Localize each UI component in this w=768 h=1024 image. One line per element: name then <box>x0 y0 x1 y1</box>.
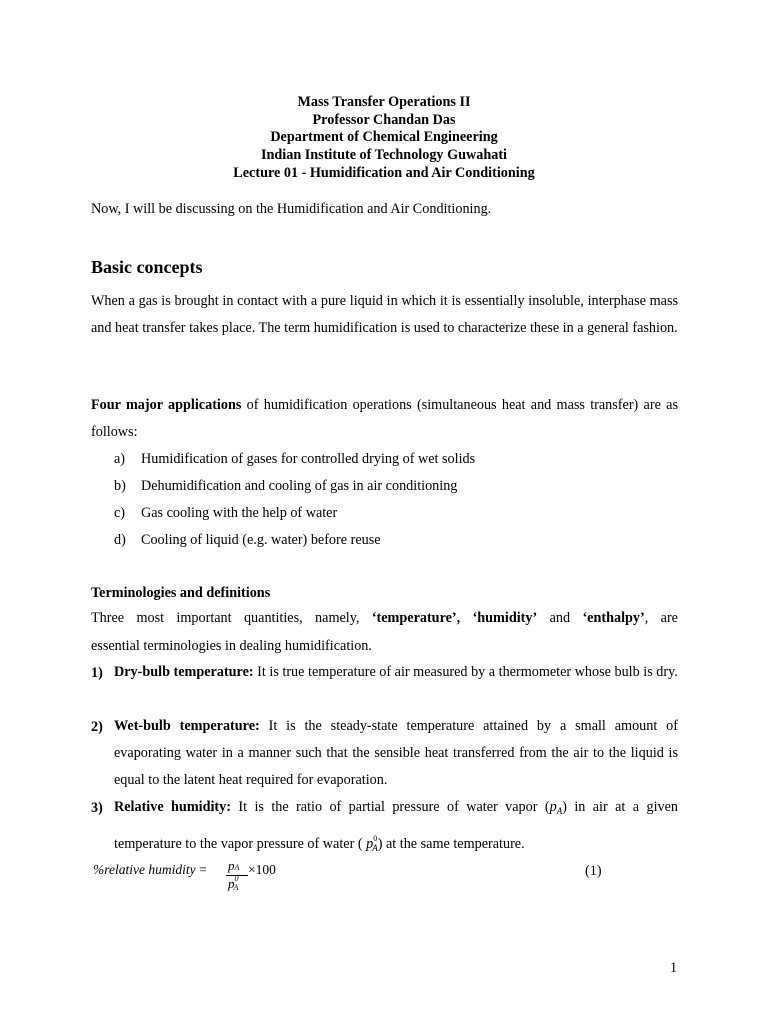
applications-lead-rest: of humidification operations (simultaneous heat and mass transfer) are as follows: <box>91 397 678 440</box>
section-heading-terminologies: Terminologies and definitions <box>91 585 271 601</box>
list-item: b) Dehumidification and cooling of gas in air conditioning <box>114 478 458 494</box>
department: Department of Chemical Engineering <box>270 129 498 146</box>
definition-dry-bulb: Dry-bulb temperature: It is true temperature of air measured by a thermometer whose bulb is dry. <box>114 664 678 680</box>
definition-wet-bulb: Wet-bulb temperature: It is the steady-state temperature attained by a small amount of evaporating water in a manner such that the sensible heat transferred from the air to the liquid is equal to the latent heat required for evaporation. <box>114 718 678 788</box>
definition-number: 3) <box>91 800 103 816</box>
list-item: a) Humidification of gases for controlled drying of wet solids <box>114 451 476 467</box>
section-heading-basic-concepts: Basic concepts <box>91 257 203 277</box>
equation-number: (1) <box>585 863 602 879</box>
lecture-title: Lecture 01 - Humidification and Air Conditioning <box>233 164 535 181</box>
applications-lead: Four major applications <box>91 397 242 413</box>
terminology-line-2: essential terminologies in dealing humidification. <box>91 638 372 654</box>
equation-multiplier: ×100 <box>248 862 276 877</box>
document-page: Mass Transfer Operations II Professor Chandan Das Department of Chemical Engineering Indian Institute of Technology Guwahati Lecture 01 - Humidification and Air Conditioning Now, I will be discussing on the Humidification and Air Conditioning. Basic concepts When a gas is brought in contact with a pure liquid in which it is essentially insoluble, interphase mass and heat transfer takes place. The term humidification is used to characterize these in a general fashion. Four major applications of humidification operations (simultaneous heat and mass transfer) are as follows: a) Humidification of gases for controlled drying of wet solids b) Dehumidification and cooling of gas in air conditioning c) Gas cooling with the help of water d) Cooling of liquid (e.g. water) before reuse Terminologies and definitions Three most important quantities, namely, ‘temperature’, ‘humidity’ and ‘enthalpy’, are essential terminologies in dealing humidification. 1) Dry-bulb temperature: It is true temperature of air measured by a thermometer whose bulb is dry. 2) Wet-bulb temperature: It is the steady-state temperature attained by a small amount of evaporating water in a manner such that the sensible heat transferred from the air to the liquid is equal to the latent heat required for evaporation. 3) Relative humidity: It is the ratio of partial pressure of water vapor $(p_A)$ in air at a given temperature to the vapor pressure of water ( $p^0_A$) at the same temperature. %relative humidity = pA $p^0A$ ×100 (1) 1 <box>0 0 768 1024</box>
definition-number: 2) <box>91 719 103 735</box>
list-item: c) Gas cooling with the help of water <box>114 505 338 521</box>
intro-sentence: Now, I will be discussing on the Humidification and Air Conditioning. <box>91 201 492 217</box>
course-title: Mass Transfer Operations II <box>297 94 471 110</box>
terminology-line-1: Three most important quantities, namely, ‘temperature’, ‘humidity’ and ‘enthalpy’, are <box>91 610 678 626</box>
list-item: d) Cooling of liquid (e.g. water) before reuse <box>114 532 381 548</box>
definition-number: 1) <box>91 665 103 681</box>
lecture-header <box>0 94 768 183</box>
institute: Indian Institute of Technology Guwahati <box>261 147 507 164</box>
basic-concepts-paragraph: When a gas is brought in contact with a pure liquid in which it is essentially insoluble, interphase mass and heat transfer takes place. The term humidification is used to characterize these in a general fashion. <box>91 293 678 336</box>
definition-relative-humidity: Relative humidity: It is the ratio of partial pressure of water vapor $(p_A)$ in air at a given temperature to the vapor pressure of water ( $p^0_A$) at the same temperature. <box>114 799 678 853</box>
equation-relative-humidity: %relative humidity = <box>93 862 207 877</box>
page-number: 1 <box>670 960 678 976</box>
applications-intro <box>91 392 678 446</box>
professor-name: Professor Chandan Das <box>312 111 456 128</box>
